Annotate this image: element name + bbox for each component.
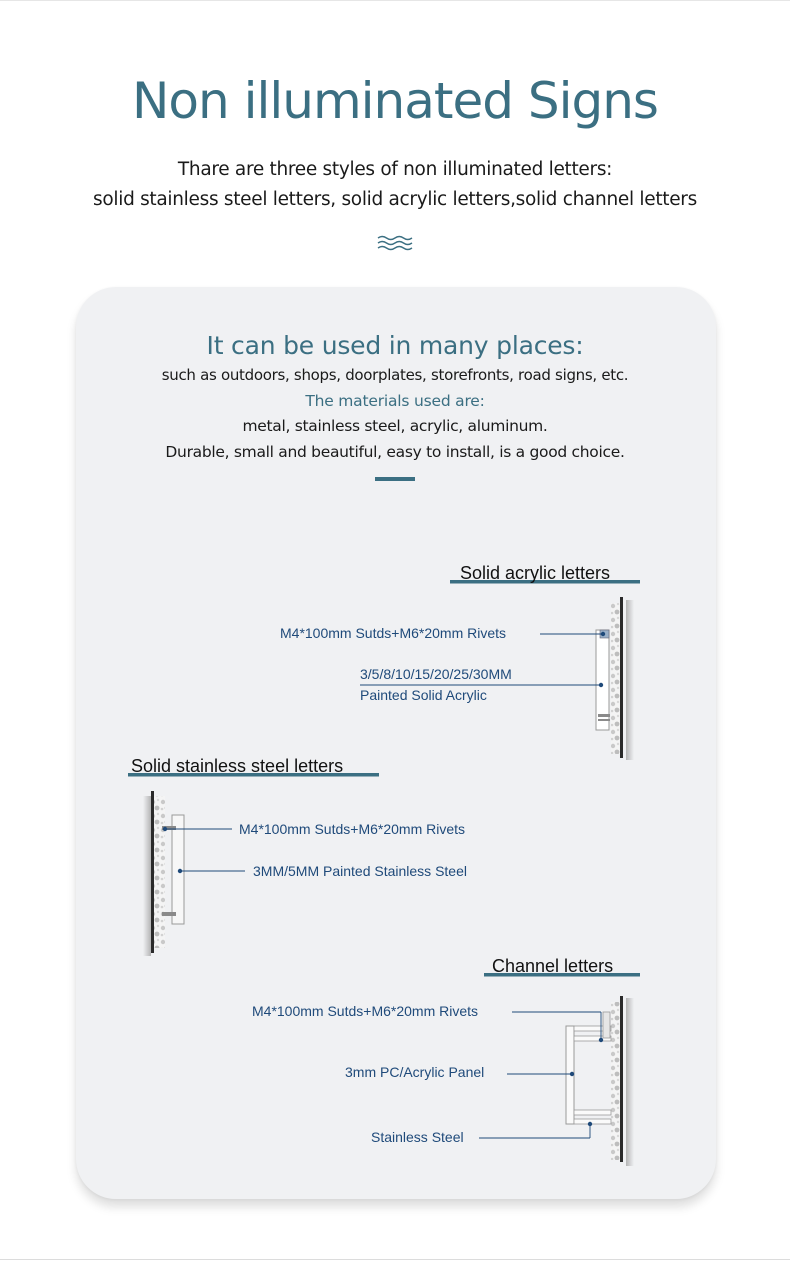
stainless-wall-edge bbox=[151, 791, 154, 953]
durable-text: Durable, small and beautiful, easy to install, is a good choice. bbox=[165, 443, 625, 461]
materials-text: metal, stainless steel, acrylic, aluminum. bbox=[242, 417, 548, 435]
stainless-letter-block bbox=[172, 815, 184, 924]
subtitle-line-2: solid stainless steel letters, solid acrylic letters,solid channel letters bbox=[93, 189, 697, 210]
stainless-material-label: 3MM/5MM Painted Stainless Steel bbox=[253, 863, 467, 879]
stainless-section-title: Solid stainless steel letters bbox=[131, 756, 344, 776]
stainless-rivets-label: M4*100mm Sutds+M6*20mm Rivets bbox=[239, 821, 466, 837]
channel-rivets-label: M4*100mm Sutds+M6*20mm Rivets bbox=[252, 1003, 479, 1019]
places-text: such as outdoors, shops, doorplates, storefronts, road signs, etc. bbox=[161, 366, 629, 384]
channel-wall-edge bbox=[620, 996, 623, 1162]
places-title: It can be used in many places: bbox=[206, 331, 584, 360]
acrylic-rivets-label: M4*100mm Sutds+M6*20mm Rivets bbox=[280, 625, 507, 641]
page-title: Non illuminated Signs bbox=[132, 72, 658, 130]
channel-steel-label: Stainless Steel bbox=[371, 1129, 464, 1145]
channel-stone-wall bbox=[611, 1002, 621, 1160]
subtitle-line-1: Thare are three styles of non illuminated letters: bbox=[177, 159, 613, 180]
acrylic-wall-edge bbox=[620, 597, 623, 758]
bottom-border bbox=[0, 1259, 790, 1260]
acrylic-material-label: Painted Solid Acrylic bbox=[360, 687, 487, 703]
acrylic-stone-wall bbox=[611, 603, 621, 754]
channel-section-title: Channel letters bbox=[492, 956, 614, 976]
acrylic-thickness-label: 3/5/8/10/15/20/25/30MM bbox=[360, 666, 512, 682]
stainless-stone-wall bbox=[154, 796, 165, 948]
acrylic-section-title: Solid acrylic letters bbox=[460, 563, 611, 583]
channel-panel-label: 3mm PC/Acrylic Panel bbox=[345, 1064, 485, 1080]
channel-diagram bbox=[479, 973, 640, 1166]
materials-title: The materials used are: bbox=[305, 392, 485, 410]
